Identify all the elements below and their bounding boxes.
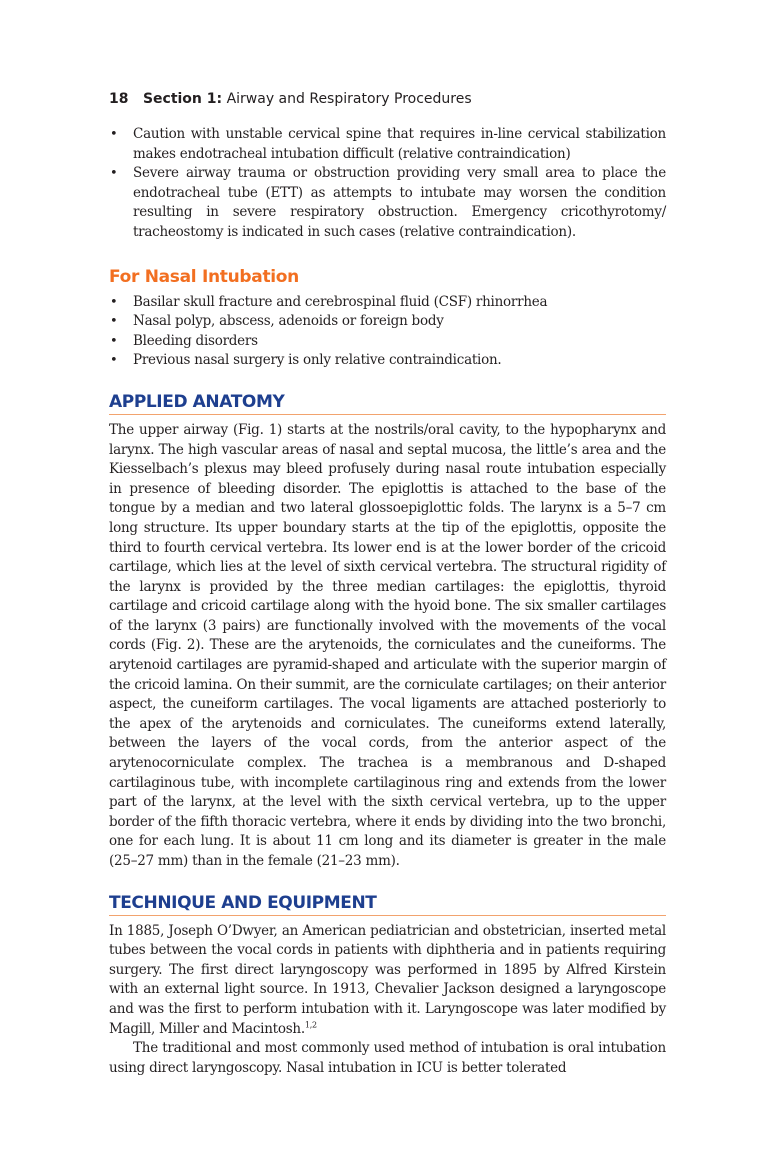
bullet-icon: • xyxy=(110,294,118,310)
page-number: 18 xyxy=(109,91,129,107)
list-item-text: Bleeding disorders xyxy=(133,332,258,349)
bullet-icon: • xyxy=(110,166,118,182)
book-page xyxy=(109,89,666,1078)
section-label: Section 1: xyxy=(142,91,223,107)
technique-paragraph-1-text: In 1885, Joseph O’Dwyer, an American pediatrician and obstetrician, inserted metal tubes between the vocal cords in patients with diphtheria and in patients requiring surgery. The first direct laryngoscopy was performed in 1895 by Alfred Kirstein with an external light source. In 1913, Chevalier Jackson designed a laryngoscope and was the first to perform intubation with it. Laryngoscope was later modified by Magill, Miller and Macintosh. xyxy=(109,922,666,1037)
list-item-text: Previous nasal surgery is only relative contraindication. xyxy=(133,352,502,369)
applied-anatomy-heading: APPLIED ANATOMY xyxy=(109,391,666,415)
anatomy-paragraph: The upper airway (Fig. 1) starts at the nostrils/oral cavity, to the hypopharynx and larynx. The high vascular areas of nasal and septal mucosa, the little’s area and the Kiesselbach’s plexus may bleed profusely during nasal route intubation especially in presence of bleeding disorder. The epiglottis is attached to the base of the tongue by a median and two lateral glossoepiglottic folds. The larynx is a 5–7 cm long structure. Its upper boundary starts at the tip of the epiglottis, opposite the third to fourth cervical vertebra. Its lower end is at the lower border of the cricoid cartilage, which lies at the level of sixth cervical vertebra. The structural rigidity of the larynx is provided by the three median cartilages: the epiglottis, thyroid cartilage and cricoid cartilage along with the hyoid bone. The six smaller cartilages of the larynx (3 pairs) are functionally involved with the movements of the vocal cords (Fig. 2). These are the arytenoids, the corniculates and the cuneiforms. The arytenoid cartilages are pyramid-shaped and articulate with the superior margin of the cricoid lamina. On their summit, are the corniculate cartilages; on their anterior aspect, the cuneiform cartilages. The vocal ligaments are attached posteriorly to the apex of the arytenoids and corniculates. The cuneiforms extend laterally, between the layers of the vocal cords, from the anterior aspect of the arytenocorniculate complex. The trachea is a membranous and D-shaped cartilaginous tube, with incomplete cartilaginous ring and extends from the lower part of the larynx, at the level with the sixth cervical vertebra, up to the upper border of the fifth thoracic vertebra, where it ends by dividing into the two bronchi, one for each lung. It is about 11 cm long and its diameter is greater in the male (25–27 mm) than in the female (21–23 mm). xyxy=(109,421,666,869)
list-item-text: Basilar skull fracture and cerebrospinal fluid (CSF) rhinorrhea xyxy=(133,293,548,310)
bullet-icon: • xyxy=(110,314,118,330)
running-head xyxy=(109,89,666,109)
list-item xyxy=(109,164,666,242)
list-item xyxy=(109,351,666,371)
list-item-text: Nasal polyp, abscess, adenoids or foreign body xyxy=(133,313,444,330)
technique-paragraph-1 xyxy=(109,922,666,1040)
list-item xyxy=(109,312,666,332)
list-item xyxy=(109,125,666,164)
contraindication-list xyxy=(109,125,666,243)
citation-reference: 1,2 xyxy=(304,1020,317,1030)
list-item-text: Caution with unstable cervical spine that requires in-line cervical stabilization makes endotracheal intubation difficult (relative contraindication) xyxy=(133,126,666,162)
list-item xyxy=(109,293,666,313)
technique-equipment-heading: TECHNIQUE AND EQUIPMENT xyxy=(109,892,666,916)
bullet-icon: • xyxy=(110,353,118,369)
technique-paragraph-2: The traditional and most commonly used method of intubation is oral intubation using direct laryngoscopy. Nasal intubation in ICU is better tolerated xyxy=(109,1040,666,1076)
nasal-intubation-heading: For Nasal Intubation xyxy=(109,266,299,287)
section-title: Airway and Respiratory Procedures xyxy=(226,91,472,107)
list-item xyxy=(109,332,666,352)
body-content xyxy=(109,125,666,1078)
bullet-icon: • xyxy=(110,127,118,142)
bullet-icon: • xyxy=(110,333,118,349)
nasal-contraindication-list xyxy=(109,293,666,371)
list-item-text: Severe airway trauma or obstruction providing very small area to place the endotracheal tube (ETT) as attempts to intubate may worsen the condition resulting in severe respiratory obstruction. Emergency cricothyrotomy/ tracheostomy is indicated in such cases (relative contraindication). xyxy=(133,165,666,240)
